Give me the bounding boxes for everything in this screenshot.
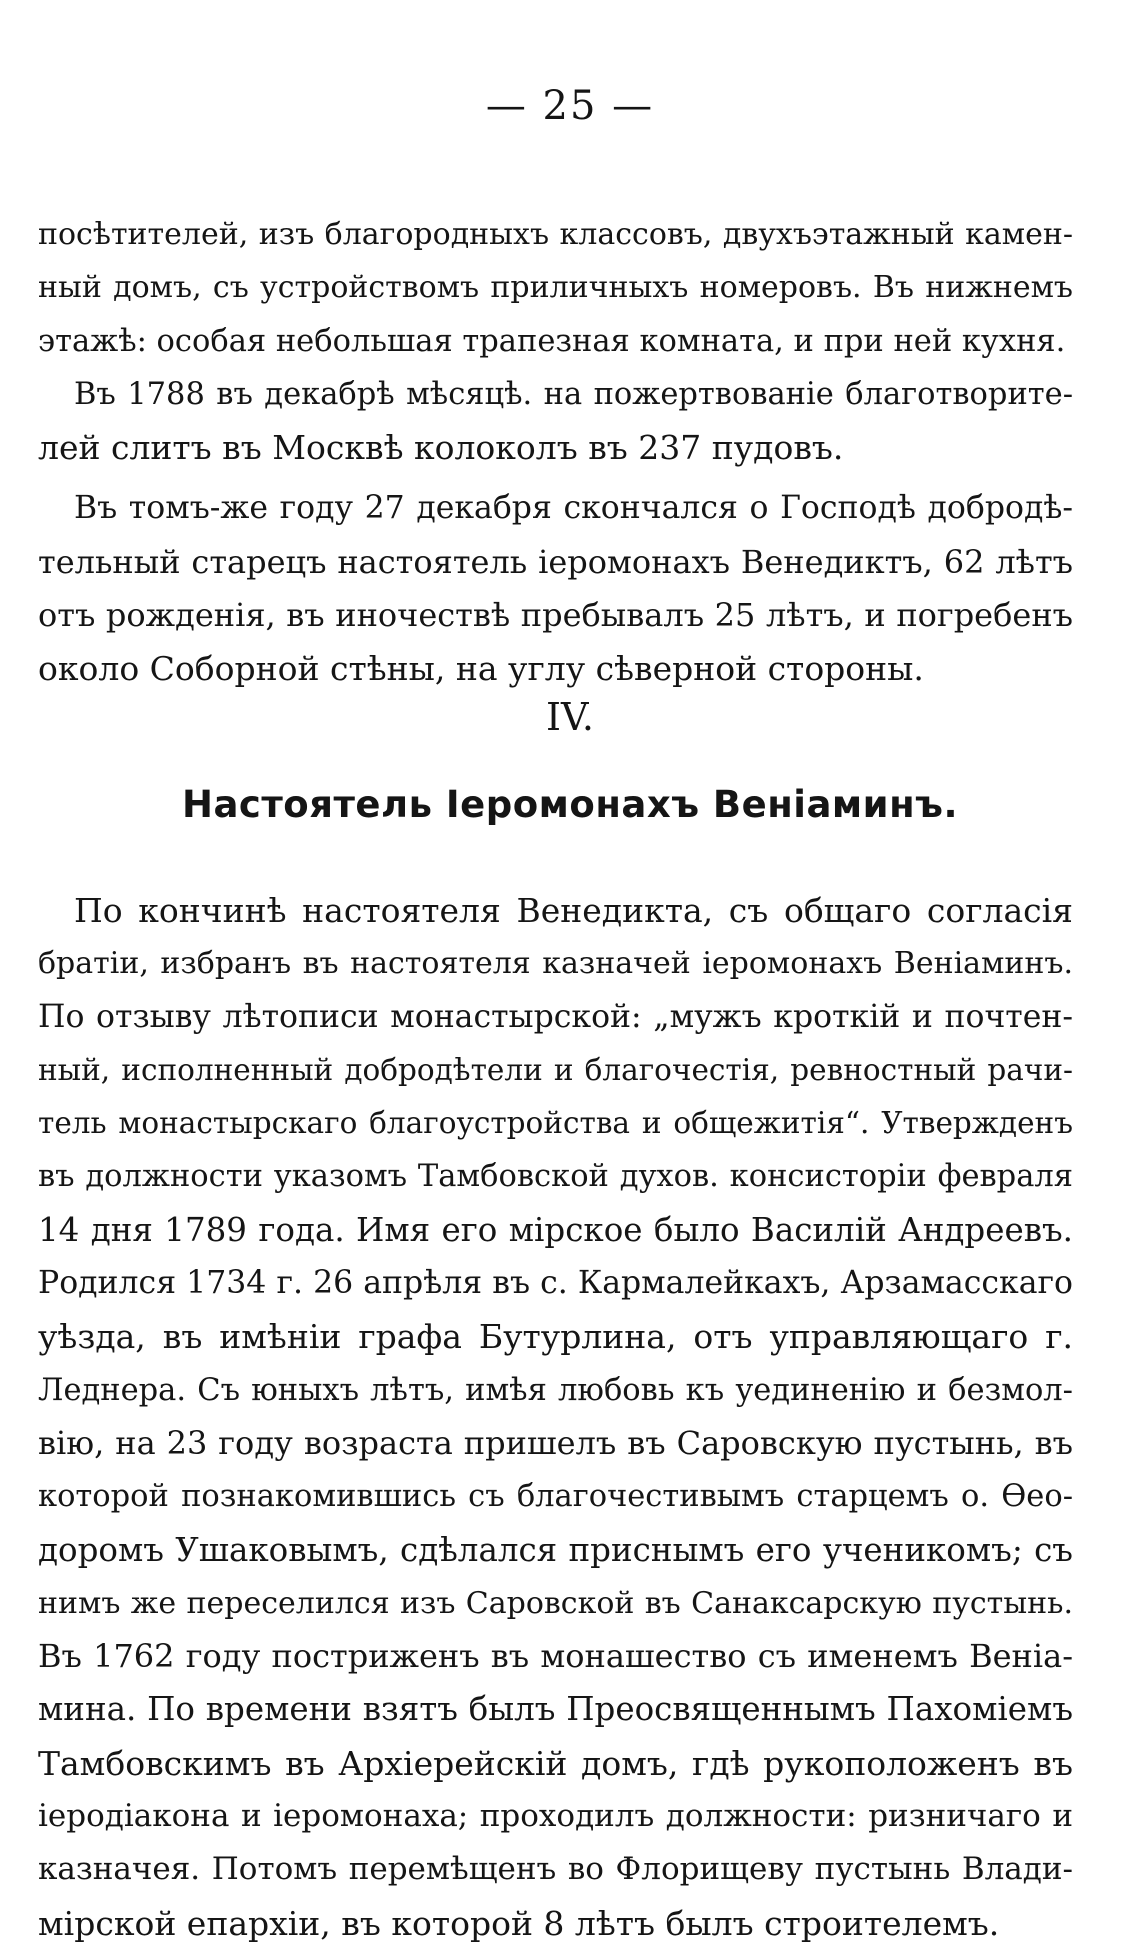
paragraph-benedict-death (38, 482, 1073, 695)
top-text-block (38, 208, 1073, 696)
page-number: — 25 — (485, 83, 655, 129)
text-line: По кончинѣ настоятеля Венедикта, съ общаго согласія (74, 891, 1073, 930)
text-line: тель монастырскаго благоустройства и общежитія“. Утвержденъ (38, 1106, 1073, 1141)
body-text-block (38, 884, 1073, 1950)
text-line: Въ 1762 году постриженъ въ монашество съ именемъ Веніа- (38, 1637, 1073, 1676)
text-line: около Соборной стѣны, на углу сѣверной стороны. (38, 649, 924, 689)
section-number: IV. (546, 695, 594, 739)
paragraph-bell (38, 368, 1073, 475)
chapter-title: Настоятель Іеромонахъ Веніаминъ. (181, 783, 959, 826)
text-line: Леднера. Съ юныхъ лѣтъ, имѣя любовь къ уединенію и безмол- (38, 1372, 1073, 1408)
text-line: іеродіакона и іеромонаха; проходилъ должности: ризничаго и (38, 1798, 1073, 1835)
text-line: нимъ же переселился изъ Саровской въ Санаксарскую пустынь. (38, 1585, 1073, 1621)
text-line: доромъ Ушаковымъ, сдѣлался приснымъ его ученикомъ; съ (38, 1530, 1073, 1569)
text-line: Въ томъ-же году 27 декабря скончался о Господѣ добродѣ- (74, 490, 1073, 527)
text-line: ный, исполненный добродѣтели и благочестія, ревностный рачи- (38, 1052, 1073, 1087)
text-line: 14 дня 1789 года. Имя его мірское было Василій Андреевъ. (38, 1210, 1073, 1249)
text-line: посѣтителей, изъ благородныхъ классовъ, двухъэтажный камен- (38, 217, 1073, 252)
text-line: отъ рожденія, въ иночествѣ пребывалъ 25 лѣтъ, и погребенъ (38, 596, 1073, 635)
text-line: мина. По времени взятъ былъ Преосвященнымъ Пахоміемъ (38, 1690, 1073, 1729)
text-line: уѣзда, въ имѣніи графа Бутурлина, отъ управляющаго г. (38, 1317, 1073, 1357)
text-line: Родился 1734 г. 26 апрѣля въ с. Кармалейкахъ, Арзамасскаго (38, 1265, 1073, 1302)
paragraph-guest-house (38, 208, 1073, 368)
text-line: братіи, избранъ въ настоятеля казначей іеромонахъ Веніаминъ. (38, 946, 1073, 982)
text-line: которой познакомившись съ благочестивымъ старцемъ о. Ѳео- (38, 1479, 1073, 1515)
text-line: вію, на 23 году возраста пришелъ въ Саровскую пустынь, въ (38, 1423, 1073, 1462)
paragraph-veniamin (38, 884, 1073, 1950)
text-line: Тамбовскимъ въ Архіерейскій домъ, гдѣ рукоположенъ въ (38, 1743, 1073, 1783)
text-line: мірской епархіи, въ которой 8 лѣтъ былъ строителемъ. (38, 1903, 1000, 1943)
text-line: ный домъ, съ устройствомъ приличныхъ номеровъ. Въ нижнемъ (38, 270, 1073, 306)
text-line: казначея. Потомъ перемѣщенъ во Флорищеву пустынь Влади- (38, 1851, 1073, 1888)
text-line: лей слитъ въ Москвѣ колоколъ въ 237 пудовъ. (38, 428, 844, 468)
text-line: Въ 1788 въ декабрѣ мѣсяцѣ. на пожертвованіе благотворите- (74, 376, 1073, 412)
text-line: По отзыву лѣтописи монастырской: „мужъ кроткій и почтен- (38, 998, 1073, 1035)
text-line: въ должности указомъ Тамбовской духов. консисторіи февраля (38, 1159, 1073, 1195)
text-line: тельный старецъ настоятель іеромонахъ Венедиктъ, 62 лѣтъ (38, 542, 1073, 581)
text-line: этажѣ: особая небольшая трапезная комната, и при ней кухня. (38, 323, 1066, 359)
